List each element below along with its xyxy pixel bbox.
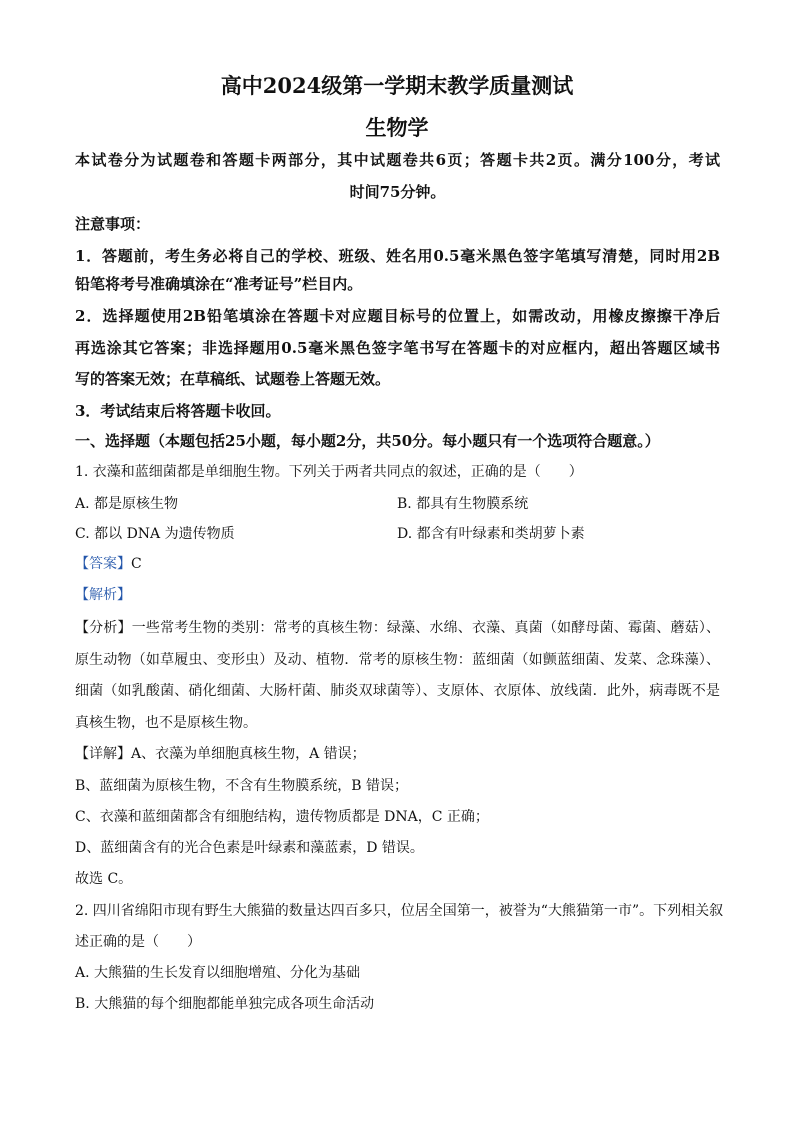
q2-stem-line-1: 2. 四川省绵阳市现有野生大熊猫的数量达四百多只，位居全国第一，被誉为“大熊猫第一市”。下列相关叙 xyxy=(75,903,724,919)
answer-value: C xyxy=(131,556,142,572)
q1-xiangjie-line-b: B、蓝细菌为原核生物，不含有生物膜系统，B 错误； xyxy=(75,778,409,794)
note-1-line-2: 铅笔将考号准确填涂在“准考证号”栏目内。 xyxy=(75,275,363,293)
q1-fenxi-line-4: 真核生物，也不是原核生物。 xyxy=(75,715,257,731)
q1-xiangjie-line-d: D、蓝细菌含有的光合色素是叶绿素和藻蓝素，D 错误。 xyxy=(75,840,424,856)
xiangjie-a: A、衣藻为单细胞真核生物，A 错误； xyxy=(131,746,366,762)
q1-fenxi-line-1 xyxy=(75,618,720,638)
q1-answer-line xyxy=(75,554,720,574)
note-1-line-1: 1．答题前，考生务必将自己的学校、班级、姓名用0.5毫米黑色签字笔填写清楚，同时用2B xyxy=(75,247,720,265)
q2-option-a: A. 大熊猫的生长发育以细胞增殖、分化为基础 xyxy=(75,965,361,981)
subject-title: 生物学 xyxy=(365,115,429,140)
q1-option-d: D. 都含有叶绿素和类胡萝卜素 xyxy=(397,526,585,542)
note-2-line-3: 写的答案无效；在草稿纸、试题卷上答题无效。 xyxy=(75,370,391,388)
q1-analysis-line xyxy=(75,585,720,605)
note-3: 3．考试结束后将答题卡收回。 xyxy=(75,402,281,420)
exam-title: 高中2024级第一学期末教学质量测试 xyxy=(220,73,574,98)
q2-stem-line-2: 述正确的是（ ） xyxy=(75,934,201,950)
fenxi-text-1: 一些常考生物的类别：常考的真核生物：绿藻、水绵、衣藻、真菌（如酵母菌、霉菌、蘑菇）、 xyxy=(131,620,721,636)
q1-xiangjie-line-c: C、衣藻和蓝细菌都含有细胞结构，遗传物质都是 DNA，C 正确； xyxy=(75,809,489,825)
intro-line-1: 本试卷分为试题卷和答题卡两部分，其中试题卷共6页；答题卡共2页。满分100分，考试 xyxy=(75,151,720,169)
q1-option-b: B. 都具有生物膜系统 xyxy=(397,496,529,512)
fenxi-tag: 【分析】 xyxy=(75,620,132,636)
q1-conclusion: 故选 C。 xyxy=(75,871,133,887)
answer-tag: 【答案】 xyxy=(75,556,131,572)
note-2-line-2: 再选涂其它答案；非选择题用0.5毫米黑色签字笔书写在答题卡的对应框内，超出答题区域书 xyxy=(75,339,720,357)
q1-xiangjie-line-a xyxy=(75,744,720,764)
q1-fenxi-line-2: 原生动物（如草履虫、变形虫）及动、植物．常考的原核生物：蓝细菌（如颤蓝细菌、发菜、念珠藻）、 xyxy=(75,652,720,668)
section-heading: 一、选择题（本题包括25小题，每小题2分，共50分。每小题只有一个选项符合题意。） xyxy=(75,432,660,450)
q1-stem: 1. 衣藻和蓝细菌都是单细胞生物。下列关于两者共同点的叙述，正确的是（ ） xyxy=(75,464,583,480)
q1-option-c: C. 都以 DNA 为遗传物质 xyxy=(75,526,235,542)
q1-option-a: A. 都是原核生物 xyxy=(75,496,179,512)
note-2-line-1: 2．选择题使用2B铅笔填涂在答题卡对应题目标号的位置上，如需改动，用橡皮擦擦干净后 xyxy=(75,307,720,325)
notes-heading: 注意事项： xyxy=(75,215,151,233)
intro-line-2: 时间75分钟。 xyxy=(349,183,446,201)
analysis-tag: 【解析】 xyxy=(75,587,131,603)
xiangjie-tag: 【详解】 xyxy=(75,746,131,762)
q2-option-b: B. 大熊猫的每个细胞都能单独完成各项生命活动 xyxy=(75,996,375,1012)
q1-fenxi-line-3: 细菌（如乳酸菌、硝化细菌、大肠杆菌、肺炎双球菌等）、支原体、衣原体、放线菌．此外，病毒既不是 xyxy=(75,683,720,699)
